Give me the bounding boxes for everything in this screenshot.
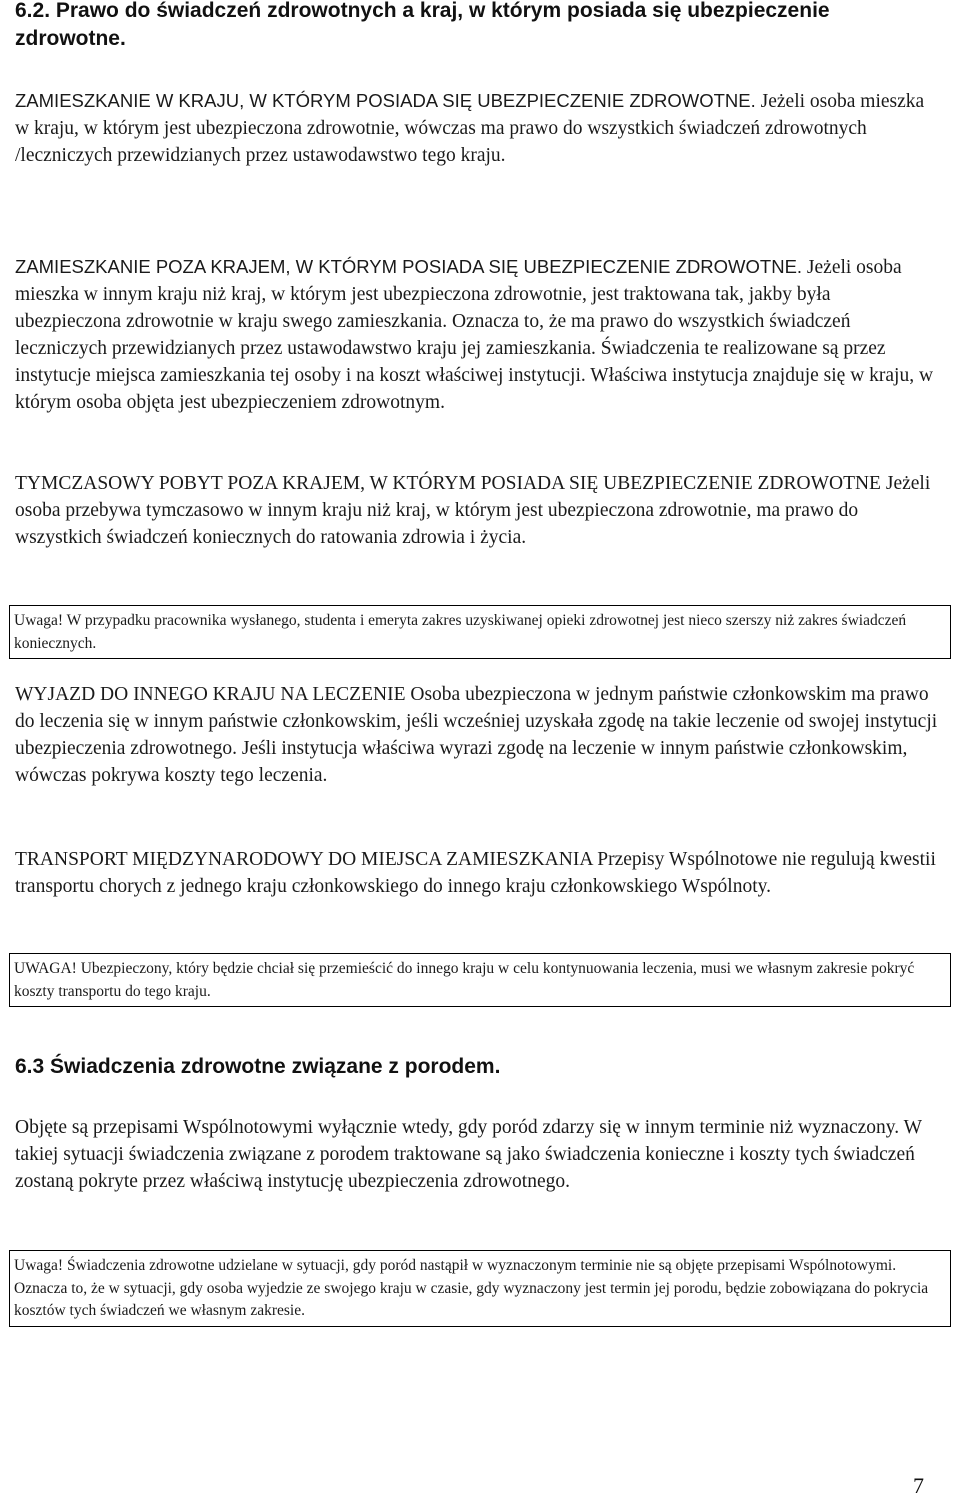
treatment-abroad-heading: WYJAZD DO INNEGO KRAJU NA LECZENIE — [15, 684, 406, 705]
childbirth-paragraph: Objęte są przepisami Wspólnotowymi wyłącznie wtedy, gdy poród zdarzy się w innym terminie niż wyznaczony. W takiej sytuacji świadczenia związane z porodem traktowane są jako świadczenia konieczne i koszty tych świadczeń zostaną pokryte przez właściwą instytucję ubezpieczenia zdrowotnego. — [15, 1117, 922, 1192]
note-label: UWAGA! — [14, 960, 77, 977]
residence-outside-country-body: Jeżeli osoba mieszka w innym kraju niż kraj, w którym jest ubezpieczona zdrowotnie, jest traktowana tak, jakby była ubezpieczona zdrowotnie w kraju swego zamieszkania. Oznacza to, że ma prawo do wszystkich świadczeń leczniczych przewidzianych przez ustawodawstwo kraju jej zamieszkania. Świadczenia te realizowane są przez instytucje miejsca zamieszkania tej osoby i na koszt właściwej instytucji. Właściwa instytucja znajduje się w kraju, w którym osoba objęta jest ubezpieczeniem zdrowotnym. — [15, 257, 934, 413]
note-box-workers — [9, 605, 951, 659]
note-text: Ubezpieczony, który będzie chciał się przemieścić do innego kraju w celu kontynuowania leczenia, musi we własnym zakresie pokryć koszty transportu do tego kraju. — [14, 960, 915, 1000]
note-label: Uwaga! — [14, 612, 64, 629]
page-number: 7 — [913, 1473, 924, 1498]
residence-in-country-body: Jeżeli osoba mieszka w kraju, w którym jest ubezpieczona zdrowotnie, wówczas ma prawo do wszystkich świadczeń zdrowotnych /leczniczych przewidzianych przez ustawodawstwo tego kraju. — [15, 91, 925, 166]
note-box-transport — [9, 953, 951, 1007]
residence-in-country-paragraph — [15, 87, 940, 169]
note-box-childbirth — [9, 1250, 951, 1327]
residence-outside-country-heading: ZAMIESZKANIE POZA KRAJEM, W KTÓRYM POSIADA SIĘ UBEZPIECZENIE ZDROWOTNE. — [15, 256, 803, 277]
section-6-2-title: 6.2. Prawo do świadczeń zdrowotnych a kraj, w którym posiada się ubezpieczenie zdrowotne. — [15, 0, 830, 50]
note-text: Świadczenia zdrowotne udzielane w sytuacji, gdy poród nastąpił w wyznaczonym terminie nie są objęte przepisami Wspólnotowymi. Oznacza to, że w sytuacji, gdy osoba wyjedzie ze swojego kraju w czasie, gdy wyznaczony jest termin jej porodu, będzie zobowiązana do pokrycia kosztów tych świadczeń we własnym zakresie. — [14, 1257, 929, 1319]
temporary-stay-paragraph — [15, 470, 940, 551]
treatment-abroad-body: Osoba ubezpieczona w jednym państwie członkowskim ma prawo do leczenia się w innym państwie członkowskim, jeśli wcześniej uzyskała zgodę na takie leczenie od swojej instytucji ubezpieczenia zdrowotnego. Jeśli instytucja właściwa wyrazi zgodę na leczenie w innym państwie członkowskim, wówczas pokrywa koszty tego leczenia. — [15, 684, 938, 786]
note-label: Uwaga! — [14, 1257, 64, 1274]
residence-outside-country-paragraph — [15, 253, 940, 416]
temporary-stay-body: Jeżeli osoba przebywa tymczasowo w innym kraju niż kraj, w którym jest ubezpieczona zdrowotnie, ma prawo do wszystkich świadczeń koniecznych do ratowania zdrowia i życia. — [15, 473, 931, 548]
transport-heading: TRANSPORT MIĘDZYNARODOWY DO MIEJSCA ZAMIESZKANIA — [15, 849, 593, 870]
note-text: W przypadku pracownika wysłanego, studenta i emeryta zakres uzyskiwanej opieki zdrowotnej jest nieco szerszy niż zakres świadczeń koniecznych. — [14, 612, 907, 652]
residence-in-country-heading: ZAMIESZKANIE W KRAJU, W KTÓRYM POSIADA SIĘ UBEZPIECZENIE ZDROWOTNE. — [15, 90, 756, 111]
transport-body: Przepisy Wspólnotowe nie regulują kwestii transportu chorych z jednego kraju członkowskiego do innego kraju członkowskiego Wspólnoty. — [15, 849, 936, 897]
treatment-abroad-paragraph — [15, 681, 940, 789]
transport-paragraph — [15, 846, 940, 900]
temporary-stay-heading: TYMCZASOWY POBYT POZA KRAJEM, W KTÓRYM POSIADA SIĘ UBEZPIECZENIE ZDROWOTNE — [15, 473, 881, 494]
section-6-3-title: 6.3 Świadczenia zdrowotne związane z porodem. — [15, 1055, 501, 1078]
